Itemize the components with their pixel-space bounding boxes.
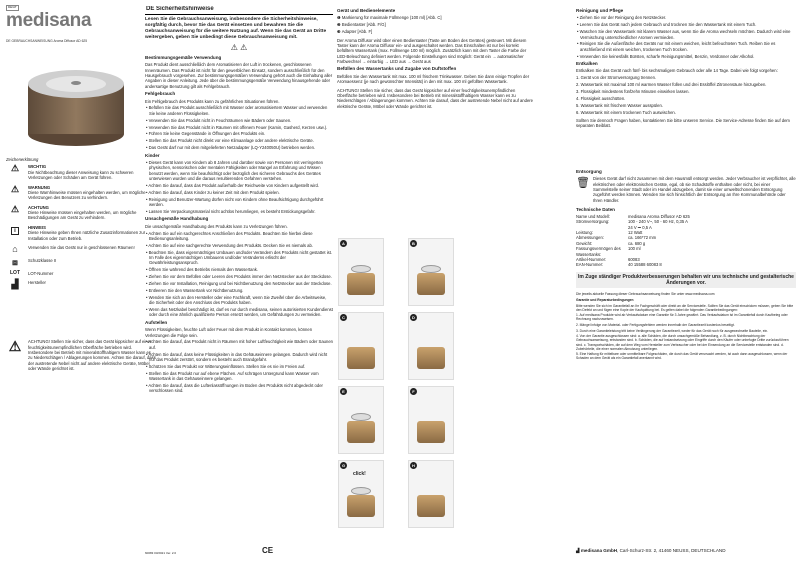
list-item: • Leeren Sie das Gerät nach jedem Gebrauch und trocknen Sie den Wassertank mit einem Tuch. <box>576 22 796 27</box>
list-item: 1. Gerät von der Stromversorgung trennen. <box>576 75 657 81</box>
list-item: • Befüllen Sie das Produkt ausschließlich mit Wasser oder aromatisiertem Wasser und verwenden Sie keine anderen Flüssigkeiten. <box>145 105 333 116</box>
paragraph: ACHTUNG! Stellen Sie sicher, dass das Gerät kippsicher auf einer feuchtigkeitsunempfindlichen Oberfläche betrieben wird. Insbesondere bei Betrieb mit mineralstoffhaltigem Wasser kann es zu Niederschlägen / Ablagerungen kommen. Achten Sie darauf, dass der austretende Nebel nicht auf andere elektrische Geräte, Möbel oder Wände gerichtet ist. <box>337 87 533 109</box>
list-item: • Stellen Sie das Produkt nicht direkt vor eine Klimaanlage oder andere elektrische Geräte. <box>145 138 333 143</box>
list-item: • Reinigung und Benutzer-Wartung dürfen nicht von Kindern ohne Beaufsichtigung durchgeführt werden. <box>145 197 333 208</box>
list-item: • Ziehen Sie vor dem Befüllen oder Leeren des Produkts immer den Netzstecker aus der Steckdose. <box>145 274 333 279</box>
info-icon: i <box>6 225 24 235</box>
list-item: • Dieses Gerät kann von Kindern ab 8 Jahren und darüber sowie von Personen mit verringerten physischen, sensorischen oder mentalen Fähigkeiten oder Mangel an Erfahrung und Wissen benutzt werden, wenn Sie beaufsichtigt oder bezüglich des sicheren Gebrauchs des Gerätes unterwiesen wurden und die daraus resultierenden Gefahren verstehen. <box>145 160 333 182</box>
language-tag: DE/AT <box>8 5 17 9</box>
figure-c: C <box>338 312 384 380</box>
symbol-wichtig: ⚠ WICHTIG Die Nichtbeachtung dieser Anweisung kann zu schweren Verletzungen oder Schäden am Gerät führen. <box>6 164 156 180</box>
list-item: • Wenden Sie sich an den Hersteller oder eine Fachkraft, wenn Sie Zweifel über die Arbeitsweise, die Sicherheit oder den Anschluss des Produkts haben. <box>145 295 333 306</box>
figure-f: F <box>408 386 454 454</box>
list-item: • Verwenden Sie das Produkt nicht in Feuchträumen wie Bädern oder Saunen. <box>145 118 333 123</box>
column-safety <box>145 6 333 561</box>
figure-e: E <box>338 386 384 454</box>
list-item: • Achten Sie auf ein sachgerechtes Anschließen des Produkts. Beachten Sie hierbei diese Bedienungsanleitung. <box>145 231 333 242</box>
part-2: ❷ Bedientaster [Abb. F/G] <box>337 22 386 28</box>
list-item: • Verwenden Sie das Produkt nicht in Räumen mit offenem Feuer (Kamin, Gasherd, Kerzen usw.). <box>145 125 333 130</box>
heading: Aufstellen <box>145 319 168 325</box>
version-footer: 60083 03/2021 Ver. 2.0 <box>145 551 177 555</box>
heading: Technische Daten <box>576 206 615 212</box>
factory-icon: ▟ <box>576 548 581 553</box>
list-item: 2. Wassertank mit maximal 100 ml warmen Wasser füllen und drei Esslöffel Zitronensäure hinzugeben. <box>576 82 767 88</box>
part-3: ❸ Adapter [Abb. F] <box>337 29 373 35</box>
figure-g: G click! <box>338 460 384 528</box>
list-item: • Ziehen Sie vor Installation, Reinigung und bei Nichtbenutzung den Netzstecker aus der Steckdose. <box>145 281 333 286</box>
ce-mark: CE <box>262 546 274 555</box>
figure-d: D <box>408 312 454 380</box>
list-item: • Wenn das Netzkabel beschädigt ist, darf es nur durch medisana, seinen autorisierten Kundendienst oder durch eine ähnlich qualifizierte Person ersetzt werden, um Gefährdungen zu vermeiden. <box>145 307 333 318</box>
paragraph: Sollten Sie dennoch Fragen haben, kontaktieren Sie bitte unseren Service. Die Service-Adresse finden Sie auf dem separaten Beiblatt. <box>576 118 790 129</box>
paragraph: Dieses Gerät darf nicht zusammen mit dem Hausmüll entsorgt werden. Jeder Verbraucher ist verpflichtet, alle elektrischen oder elektronischen Geräte, egal, ob sie Schadstoffe enthalten oder nicht, bei einer Sammelstelle seiner Stadt oder im Handel abzugeben, damit sie einer umweltschonenden Entsorgung zugeführt werden können. Wenden Sie sich hinsichtlich der Entsorgung an Ihre Kommunalbehörde oder Ihren Händler. <box>592 176 796 203</box>
warning-icon: ⚠ <box>10 203 20 214</box>
safety-header: DE Sicherheitshinweise <box>145 6 333 15</box>
warning-icon: ⚠ <box>8 338 22 355</box>
list-item: • Beachten Sie, dass eigenmächtiges Umbauen und/oder Verändern des Produkts nicht gestattet ist. Im Falle des eigenmächtigen Umbauens und/oder Veränderns erlischt der Gewährleistungsanspruch. <box>145 250 333 266</box>
brand-logo: medisana <box>6 10 92 31</box>
list-item: • Entleeren Sie den Wassertank vor Nichtbenutzung. <box>145 288 333 293</box>
spec-row: Name und Modell: medisana Aroma Diffusor AD 625 <box>576 213 690 219</box>
heading: Bestimmungsgemäße Verwendung <box>145 54 222 60</box>
warning-icon: ⚠ <box>10 183 20 194</box>
paragraph: Der Aroma Diffusor wird über einen Bedientaster (Taste am Boden des Gerätes) gesteuert. Mit diesem Taster kann der Aroma Diffusor ein- und ausgeschaltet werden. Das Einschalten ist nur bei korrekt befülltem Wassertank (max. Füllmenge 100 ml) möglich. Zusätzlich kann mit dem Taster die Farbe der LED-Beleuchtung definiert werden. Folgende Einstellungen sind möglich: Gerät ein → automatischer Farbwechsel → eintarbig → LED aus → Gerät aus <box>337 37 527 64</box>
symbol-hinweis: i HINWEIS Diese Hinweise geben Ihnen nützliche Zusatzinformationen zur Installation oder zum Betrieb. <box>6 225 156 241</box>
list-item: • Stellen Sie das Produkt nur auf ebene Flächen. Auf schrägen Untergrund kann Wasser vom Wassertank in das Gehäuseinnere gelangen. <box>145 371 333 382</box>
factory-icon: ▟ <box>11 279 19 290</box>
symbol-achtung: ⚠ ACHTUNG Diese Hinweise müssen eingehalten werden, um mögliche Beschädigungen am Gerät zu verhindern. <box>6 205 156 221</box>
list-item: • Lassen Sie Verpackungsmaterial nicht achtlos herumliegen, es besteht Erstickungsgefahr. <box>145 209 333 214</box>
heading: Unsachgemäße Handhabung <box>145 216 209 222</box>
heading: Befüllen des Wassertanks und Zugabe von Duftstoffen <box>337 66 457 72</box>
symbols-title: Zeichenerklärung <box>6 157 39 162</box>
spec-row: 24 V ⎓ 0,5 A <box>628 224 652 230</box>
list-item: • Das Gerät darf nur mit dem mitgelieferten Netzadapter (LQ-Y240050U) betrieben werden. <box>145 145 333 150</box>
column-device <box>337 6 533 246</box>
heading: Entkalken <box>576 61 598 66</box>
list-item: 5. Wassertank mit frischem Wasser ausspülen. <box>576 102 663 108</box>
achtung-note: ⚠ ACHTUNG! Stellen Sie sicher, dass das Gerät kippsicher auf einer feuchtigkeitsunempfindlichen Oberfläche betrieben wird. Insbesondere bei Betrieb mit mineralstoffhaltigem Wasser kann es zu Niederschlägen / Ablagerungen kommen. Achten Sie darauf, dass der austretende Nebel nicht auf andere elektrische Geräte, Möbel oder Wände gerichtet ist. <box>6 339 156 371</box>
paragraph: Ein Fehlgebrauch des Produkts kann zu gefährlichen Situationen führen. <box>145 98 280 104</box>
part-1: ❶ Markierung für maximale Füllmenge (100 ml) [Abb. C] <box>337 15 442 21</box>
symbol-lot: LOT LOT-Nummer <box>6 271 156 276</box>
warning-icon: ⚠ <box>10 163 20 174</box>
spec-row: EAN-Nummer: 40 15588 60083 8 <box>576 262 662 268</box>
changes-band: Im Zuge ständiger Produktverbesserungen behalten wir uns technische und gestalterische Änderungen vor. <box>576 272 796 289</box>
list-item: • Verwenden Sie keinesfalls Bürsten, scharfe Reinigungsmittel, Benzin, Verdünner oder Alkohol. <box>576 54 796 59</box>
paragraph: Das Produkt dient ausschließlich dem Aromatisieren der Luft in trockenen, geschlossenen Innenräumen. Das Produkt ist nicht für den gewerblichen Einsatz, sondern ausschließlich für den Hausgebrauch vorgesehen. Zur bestimmungsgemäßen Verwendung gehört auch die Einhaltung aller Angaben in dieser Anleitung. Jede über die bestimmungsgemäße Verwendung hinausgehende oder andersartige Benutzung gilt als Fehlgebrauch. <box>145 62 333 89</box>
list-item: • Achten Sie darauf, dass das Produkt außerhalb der Reichweite von Kindern aufgestellt wird. <box>145 183 333 188</box>
heading: Gerät und Bedienelemente <box>337 8 396 13</box>
spec-row: Abmessungen: ca. 166*72 mm <box>576 235 657 241</box>
list-item: • Achten Sie darauf, dass keine Flüssigkeiten in das Gehäuseinnere gelangen. Dadurch wird nicht nur das Produkt zerstört, sondern es besteht auch Brandgefahr. <box>145 352 333 363</box>
symbol-class2: ⧈ Schutzklasse II <box>6 258 156 267</box>
paragraph: Die unsachgemäße Handhabung des Produkts kann zu Verletzungen führen. <box>145 223 288 229</box>
list-item: 3. Flüssigkeit mindestens fünfzehn Minuten einwirken lassen. <box>576 89 690 94</box>
paragraph: Entkalken Sie das Gerät nach fünf- bis sechsmaligem Gebrauch oder alle 14 Tage. Dabei wie folgt vorgehen: <box>576 68 778 74</box>
manual-subtitle: DE GEBRAUCHSANWEISUNG Aroma Diffusor AD 625 <box>6 39 88 43</box>
diffuser-product-image <box>24 58 128 150</box>
class2-icon: ⧈ <box>12 256 18 267</box>
safety-intro: Lesen Sie die Gebrauchsanweisung, insbesondere die Sicherheitshinweise, sorgfältig durch, bevor Sie das Gerät einsetzen und bewahren Sie die Gebrauchsanweisung für die weitere Nutzung auf. Wenn Sie das Gerät an Dritte weitergeben, geben Sie unbedingt diese Gebrauchsanweisung mit. <box>145 16 327 41</box>
warning-icon: ⚠ ⚠ <box>230 42 248 52</box>
spec-row: Gewicht: ca. 680 g <box>576 240 646 246</box>
list-item: • Öffnen Sie während des Betriebs niemals den Wassertank. <box>145 267 333 272</box>
house-icon: ⌂ <box>12 243 18 254</box>
spec-row: Artikel-Nummer: 60083 <box>576 256 640 262</box>
lot-icon: LOT <box>10 269 20 276</box>
list-item: • Achten Sie auf eine sachgerechte Verwendung des Produkts. Decken Sie es niemals ab. <box>145 243 333 248</box>
heading: Entsorgung <box>576 168 602 174</box>
bin-crossed-icon: 🗑 <box>576 177 590 190</box>
symbol-warnung: ⚠ WARNUNG Diese Warnhinweise müssen eingehalten werden, um mögliche Verletzungen des Benutzers zu verhindern. <box>6 185 156 201</box>
list-item: • Achten Sie darauf, das Produkt nicht in Räumen mit hoher Luftfeuchtigkeit wie Bädern oder Saunen auf. <box>145 339 333 350</box>
list-item: • Waschen Sie den Wassertank mit klarem Wasser aus, wenn Sie die Aroma wechseln möchten. Dadurch wird eine Vermischung unterschiedlicher Aromen vermieden. <box>576 29 796 40</box>
company-address: ▟ medisana GmbH, Carl-Schurz-Str. 2, 41460 NEUSS, DEUTSCHLAND <box>576 548 726 553</box>
spec-row: Stromversorgung: 100 - 240 V~, 50 - 60 Hz, 0,35 A <box>576 219 688 225</box>
symbol-manufacturer: ▟ Hersteller <box>6 280 156 289</box>
figure-b: B <box>408 238 454 306</box>
figure-a: A <box>338 238 384 306</box>
spec-row: Fassungsvermögen des Wassertanks: 100 ml <box>576 246 641 257</box>
list-item: • Ziehen Sie vor der Reinigung den Netzstecker. <box>576 15 796 20</box>
spec-row: Leistung: 12 Watt <box>576 230 643 235</box>
warranty-block: Die jeweils aktuelle Fassung dieser Gebrauchsanweisung finden Sie unter www.medisana.com Garantie und Reparaturbedingungen Bitte wenden Sie sich im Garantiefall an Ihr Fachgeschäft oder direkt an die Servicestelle. Sollten Sie das Gerät einschicken müssen, geben Sie bitte den Defekt an und fügen eine Kopie der Kaufquittung bei. Es gelten dabei die folgenden Garantiebedingungen: 1. Auf medisana Produkte wird ab Verkaufsdatum eine Garantie für 3 Jahre gewährt. Das Verkaufsdatum ist im Garantiefall durch Kaufbeleg oder Rechnung nachzuweisen. 2. Mängel infolge von Material- oder Fertigungsfehlern werden innerhalb der Garantiezeit kostenlos beseitigt. 3. Durch eine Garantieleistung tritt keine Verlängerung der Garantiezeit, weder für das Gerät noch für ausgewechselte Bauteile, ein. 4. Von der Garantie ausgeschlossen sind: a. alle Schäden, die durch unsachgemäße Behandlung, z. B. durch Nichtbeachtung der Gebrauchsanweisung, entstanden sind. b. Schäden, die auf Instandsetzung oder Eingriffe durch den Käufer oder unbefugte Dritte zurückzuführen sind. c. Transportschäden, die auf dem Weg vom Hersteller zum Verbraucher oder bei der Einsendung an die Servicestelle entstanden sind. d. Zubehörteile, die einer normalen Abnutzung unterliegen. 5. Eine Haftung für mittelbare oder unmittelbare Folgeschäden, die durch das Gerät verursacht werden, ist auch dann ausgeschlossen, wenn der Schaden an dem Gerät als ein Garantiefall anerkannt wird. <box>576 292 794 361</box>
list-item: • Reinigen Sie die Außenfläche des Geräts nur mit einem weichen, leicht befeuchteten Tuch. Reiben Sie es anschließend mit einem weichen, trockenen Tuch trocken. <box>576 41 796 52</box>
disposal-block <box>576 176 796 204</box>
heading: Reinigung und Pflege <box>576 8 624 13</box>
list-item: • Achten Sie darauf, dass die Luftenlassöffnungen im Boden des Produkts nicht abgedeckt oder verschlossen sind. <box>145 383 333 394</box>
column-care <box>576 6 796 561</box>
symbol-indoor: ⌂ Verwenden Sie das Gerät nur in geschlossenen Räumen! <box>6 245 156 254</box>
heading: Kinder <box>145 152 160 158</box>
heading: Fehlgebrauch <box>145 91 176 97</box>
list-item: 6. Wassertank mit einem trockenen Tuch auswischen. <box>576 109 676 115</box>
list-item: • Achten Sie darauf, dass Kinder zu keiner Zeit mit dem Produkt spielen. <box>145 190 333 195</box>
paragraph: Wenn Flüssigkeiten, feuchte Luft oder Feuer mit dem Produkt in Kontakt kommen, können Verletzungen die Folge sein. <box>145 327 313 338</box>
list-item: • Schützen Sie das Produkt vor Witterungseinflüssen. Stellen Sie es nie im Freien auf. <box>145 364 333 369</box>
list-item: • Führen Sie keine Gegenstände in Öffnungen des Produkts ein. <box>145 131 333 136</box>
paragraph: Befüllen Sie den Wassertank mit max. 100 ml frischem Trinkwasser. Geben Sie dann einige Tropfen der Aromaessenz (je nach gewünschter Intensität) in den mit max. 100 ml gefüllten Wassertank. <box>337 73 530 85</box>
list-item: 4. Flüssigkeit ausschütten. <box>576 95 626 101</box>
figure-h: H <box>408 460 454 528</box>
